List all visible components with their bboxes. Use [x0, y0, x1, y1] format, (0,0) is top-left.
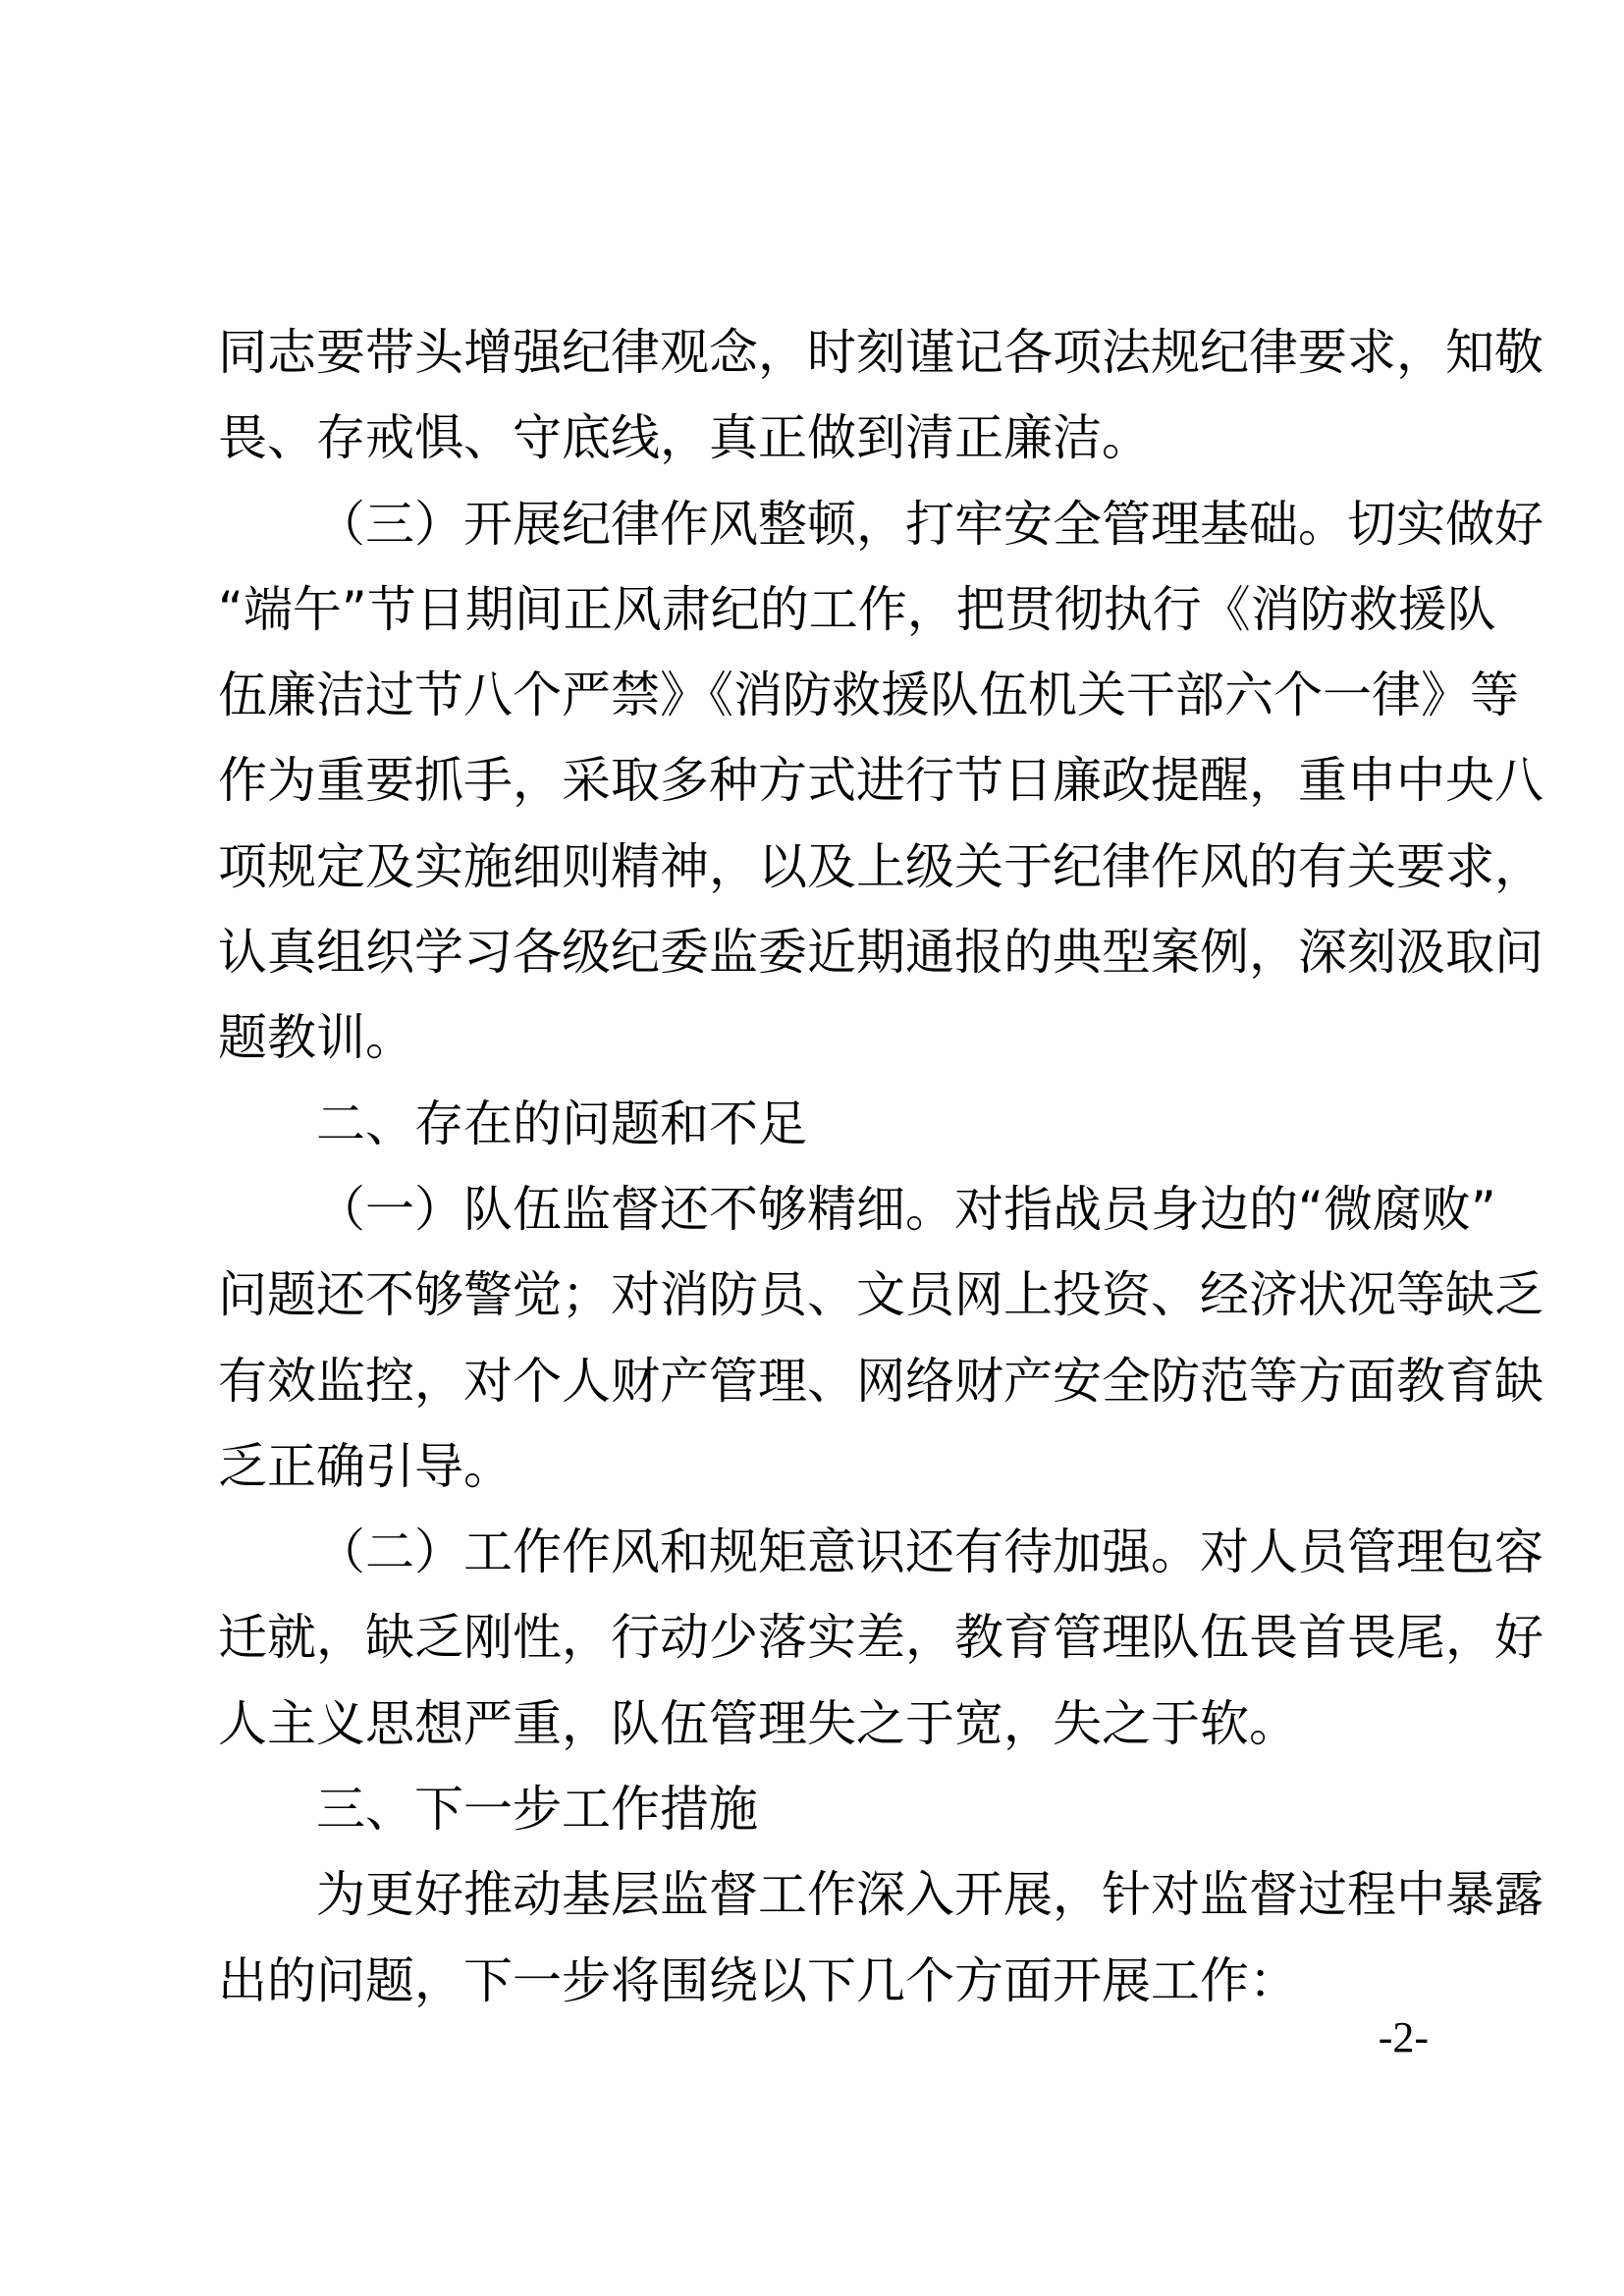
- text-line: 认真组织学习各级纪委监委近期通报的典型案例，深刻汲取问: [218, 924, 1543, 982]
- text-line: 项规定及实施细则精神，以及上级关于纪律作风的有关要求，: [218, 837, 1543, 895]
- text-line: （一）队伍监督还不够精细。对指战员身边的“微腐败”: [316, 1180, 1496, 1238]
- document-body: [218, 310, 1543, 2024]
- text-line: “端午”节日期间正风肃纪的工作，把贯彻执行《消防救援队: [218, 580, 1496, 638]
- text-line: 题教训。: [218, 1009, 414, 1067]
- text-line: 伍廉洁过节八个严禁》《消防救援队伍机关干部六个一律》等: [218, 667, 1519, 724]
- text-line: 畏、存戒惧、守底线，真正做到清正廉洁。: [218, 409, 1151, 467]
- paragraph: [218, 1852, 1543, 2024]
- text-line: 问题还不够警觉；对消防员、文员网上投资、经济状况等缺乏: [218, 1266, 1543, 1324]
- page-number: -2-: [1378, 2013, 1429, 2061]
- text-line: 为更好推动基层监督工作深入开展，针对监督过程中暴露: [316, 1866, 1543, 1924]
- paragraph: [218, 1167, 1543, 1510]
- text-line: 人主义思想严重，队伍管理失之于宽，失之于软。: [218, 1694, 1298, 1752]
- paragraph: [218, 1510, 1543, 1767]
- paragraph: [218, 1082, 1429, 1167]
- text-line: 乏正确引导。: [218, 1437, 513, 1495]
- text-line: （二）工作作风和规矩意识还有待加强。对人员管理包容: [316, 1523, 1543, 1581]
- text-line: 三、下一步工作措施: [316, 1781, 758, 1839]
- paragraph: [218, 482, 1543, 1082]
- text-line: 出的问题，下一步将围绕以下几个方面开展工作：: [218, 1951, 1298, 2009]
- text-line: （三）开展纪律作风整顿，打牢安全管理基础。切实做好: [316, 495, 1543, 553]
- text-line: 同志要带头增强纪律观念，时刻谨记各项法规纪律要求，知敬: [218, 324, 1543, 381]
- text-line: 二、存在的问题和不足: [316, 1095, 807, 1152]
- paragraph: [218, 310, 1543, 482]
- text-line: 有效监控，对个人财产管理、网络财产安全防范等方面教育缺: [218, 1352, 1543, 1410]
- paragraph: [218, 1767, 1429, 1852]
- text-line: 迁就，缺乏刚性，行动少落实差，教育管理队伍畏首畏尾，好: [218, 1609, 1543, 1667]
- text-line: 作为重要抓手，采取多种方式进行节日廉政提醒，重申中央八: [218, 752, 1543, 810]
